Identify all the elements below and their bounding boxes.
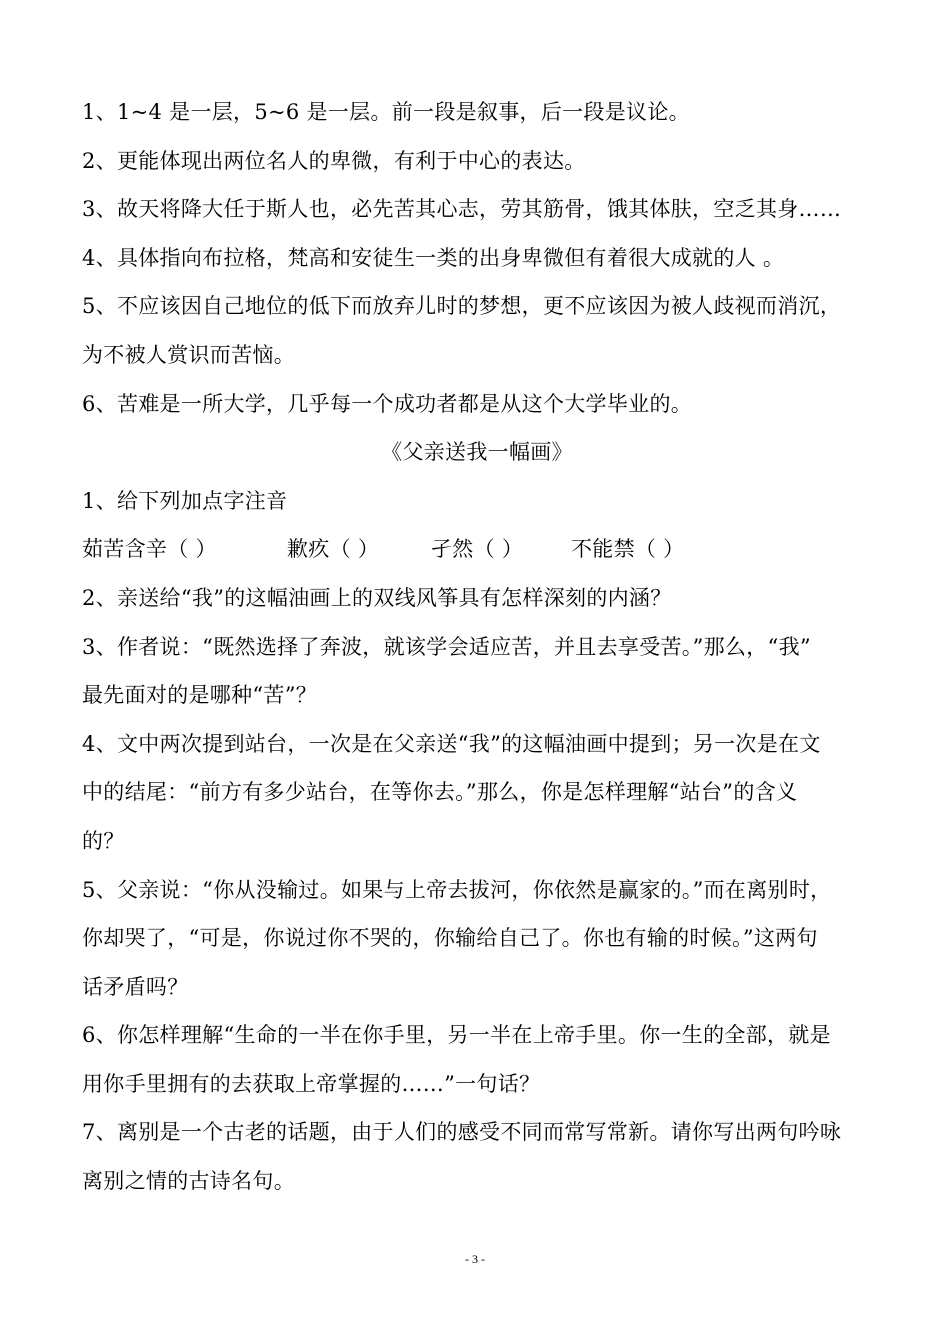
question-6-cont: 用你手里拥有的去获取上帝掌握的……”一句话？ (82, 1071, 541, 1096)
question-7-cont: 离别之情的古诗名句。 (82, 1169, 295, 1194)
pinyin-items (82, 525, 872, 574)
question-6: 6、你怎样理解“生命的一半在你手里，另一半在上帝手里。你一生的全部，就是 (82, 1023, 831, 1048)
answer-line-2: 2、更能体现出两位名人的卑微，有利于中心的表达。 (82, 148, 586, 173)
question-4-cont: 中的结尾：“前方有多少站台，在等你去。”那么，你是怎样理解“站台”的含义 (82, 780, 798, 805)
question-3-cont: 最先面对的是哪种“苦”？ (82, 683, 318, 708)
question-2: 2、亲送给“我”的这幅油画上的双线风筝具有怎样深刻的内涵？ (82, 585, 672, 610)
answer-line-1: 1、1~4 是一层，5~6 是一层。前一段是叙事，后一段是议论。 (82, 100, 690, 124)
page-number: - 3 - (465, 1252, 485, 1266)
pinyin-item-1: 茹苦含辛（ ） (82, 537, 217, 562)
pinyin-item-2: 歉疚（ ） (287, 537, 380, 562)
pinyin-item-4: 不能禁（ ） (571, 537, 685, 562)
document-body (82, 88, 872, 1206)
question-4: 4、文中两次提到站台，一次是在父亲送“我”的这幅油画中提到；另一次是在文 (82, 731, 821, 756)
question-1: 1、给下列加点字注音 (82, 488, 288, 513)
question-7: 7、离别是一个古老的话题，由于人们的感受不同而常写常新。请你写出两句吟咏 (82, 1120, 842, 1145)
question-4-cont-2: 的？ (82, 828, 125, 853)
answer-line-6: 6、苦难是一所大学，几乎每一个成功者都是从这个大学毕业的。 (82, 391, 693, 416)
question-5-cont: 你却哭了，“可是，你说过你不哭的，你输给自己了。你也有输的时候。”这两句 (82, 926, 818, 951)
pinyin-item-3: 孑然（ ） (431, 537, 524, 562)
answer-line-4: 4、具体指向布拉格，梵高和安徒生一类的出身卑微但有着很大成就的人 。 (82, 245, 785, 270)
question-3: 3、作者说：“既然选择了奔波，就该学会适应苦，并且去享受苦。”那么，“我” (82, 634, 811, 659)
answer-line-3: 3、故天将降大任于斯人也，必先苦其心志，劳其筋骨，饿其体肤，空乏其身…… (82, 197, 842, 222)
question-5-cont-2: 话矛盾吗？ (82, 974, 189, 999)
answer-line-5: 5、不应该因自己地位的低下而放弃儿时的梦想，更不应该因为被人歧视而消沉， (82, 294, 842, 319)
answer-line-5-cont: 为不被人赏识而苦恼。 (82, 342, 295, 367)
section-title: 《父亲送我一幅画》 (381, 440, 573, 465)
question-5: 5、父亲说：“你从没输过。如果与上帝去拔河，你依然是赢家的。”而在离别时， (82, 877, 832, 902)
